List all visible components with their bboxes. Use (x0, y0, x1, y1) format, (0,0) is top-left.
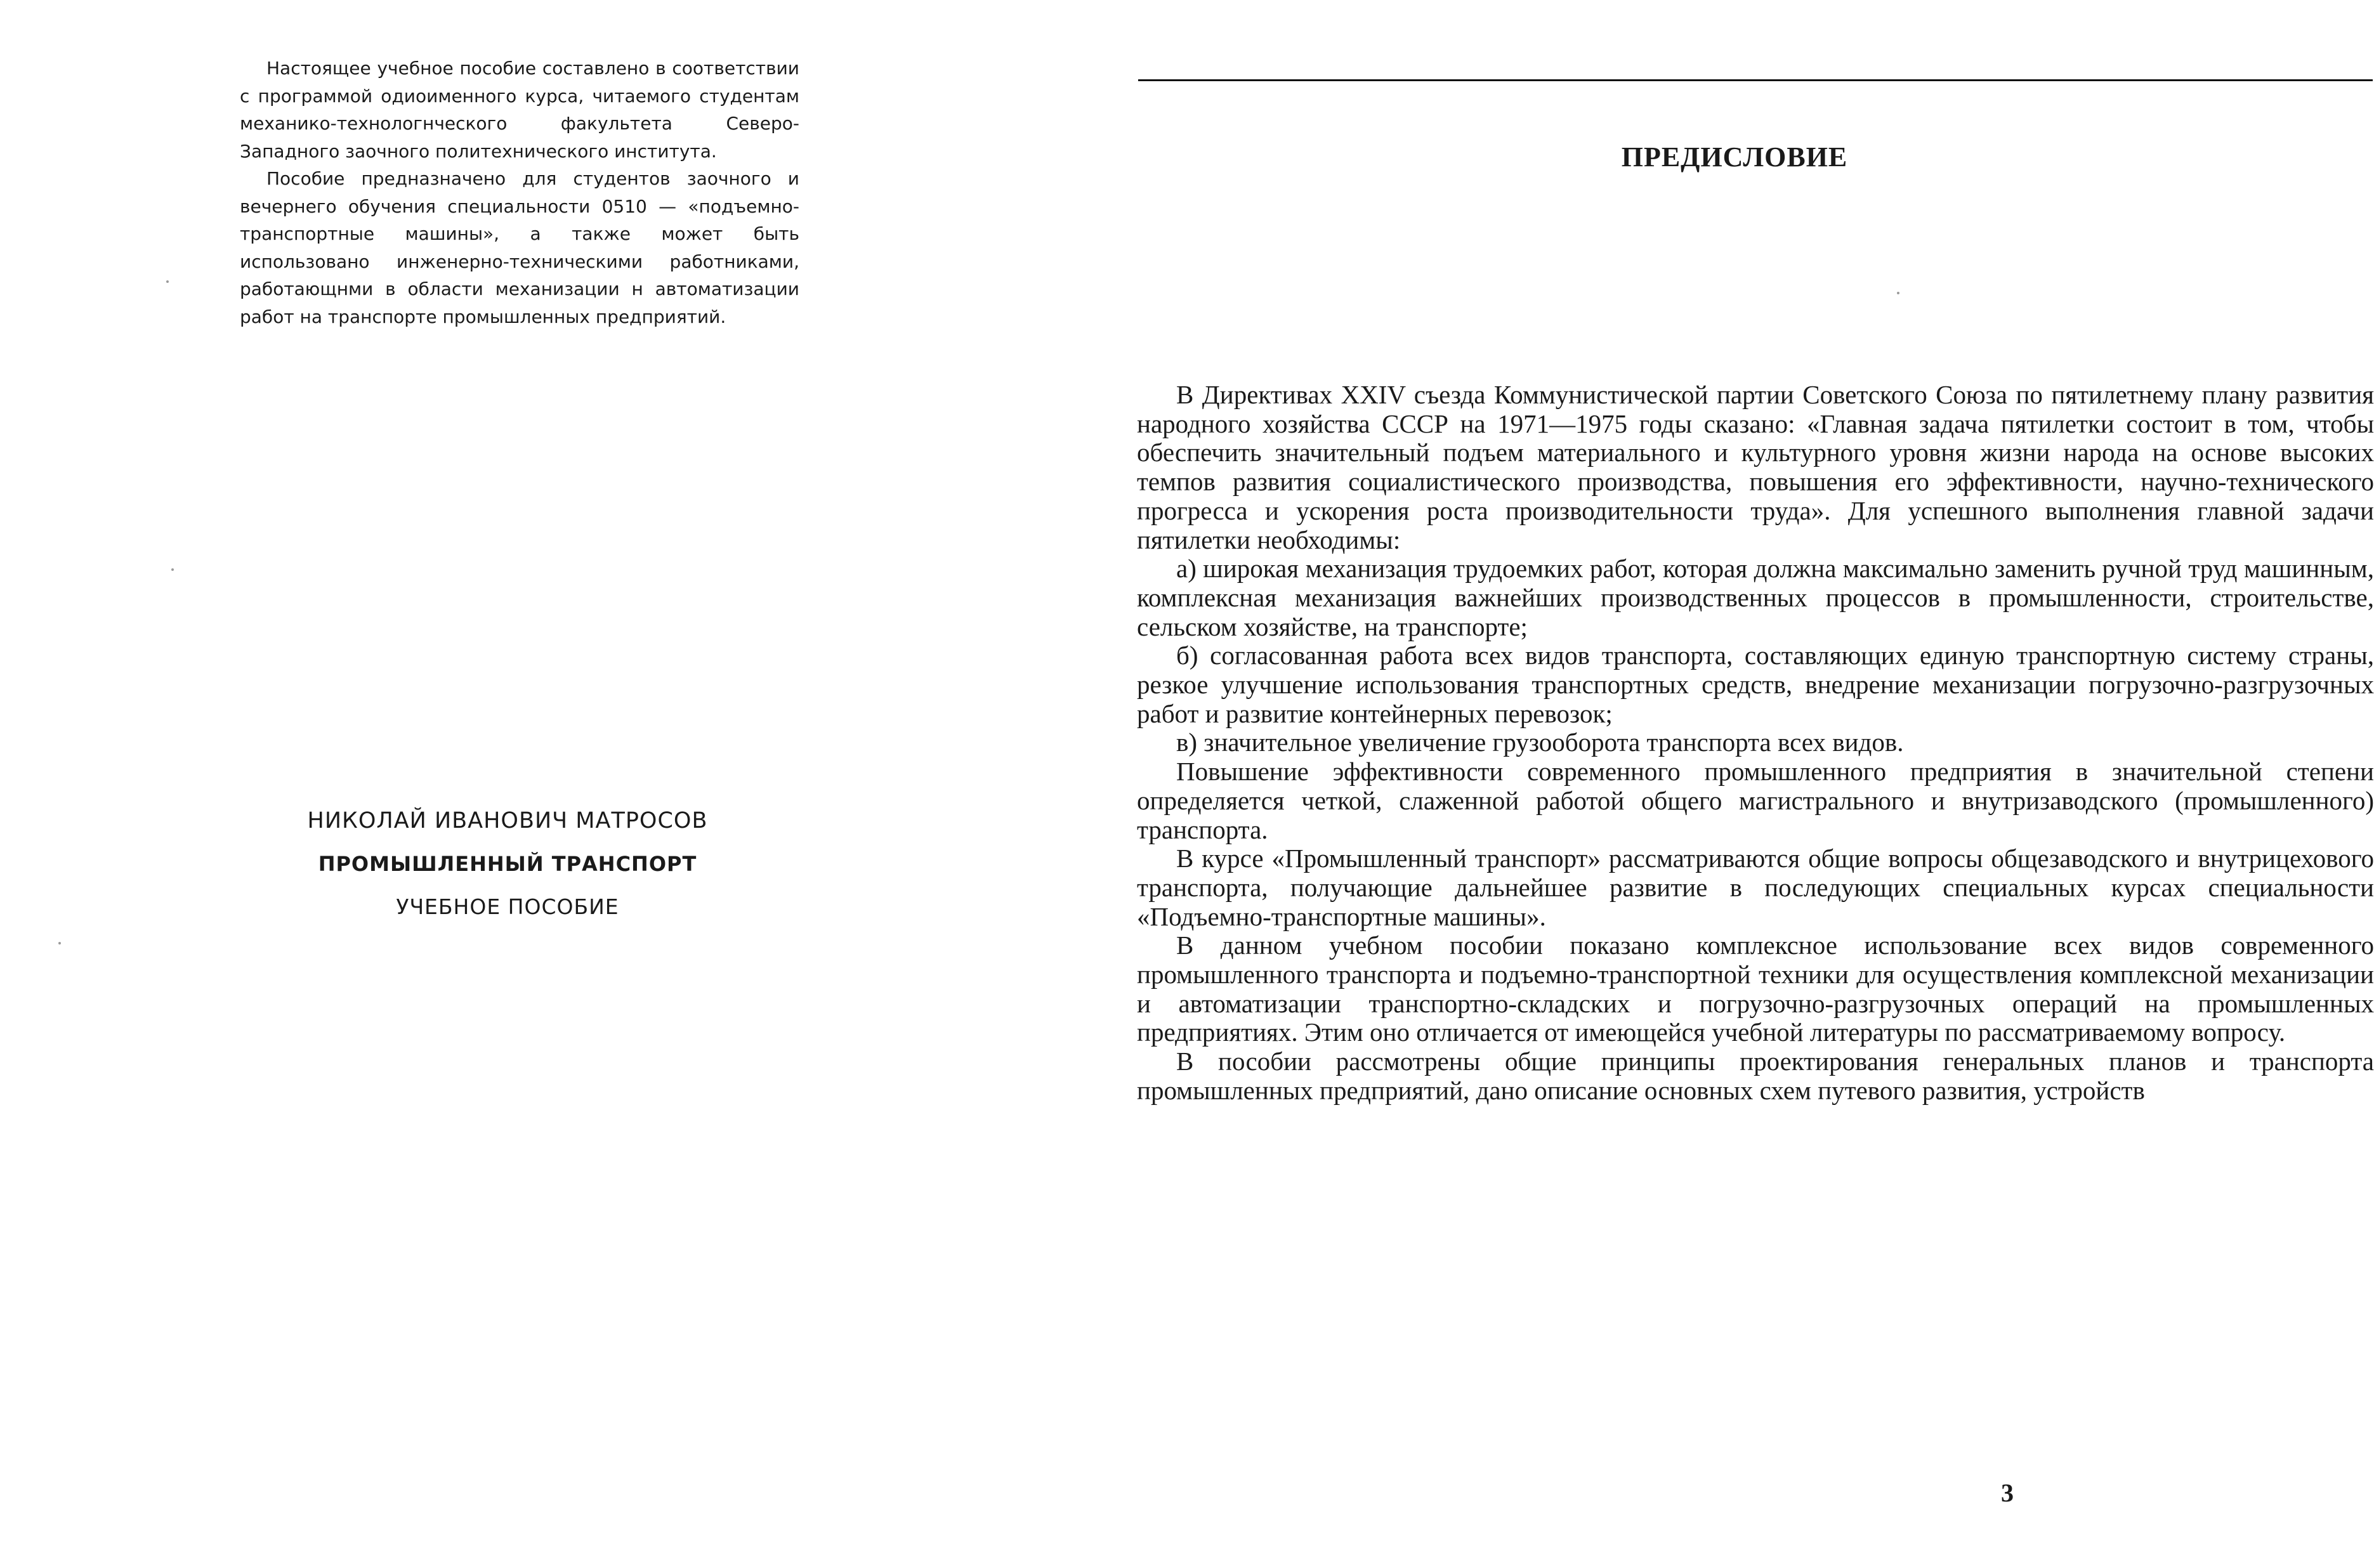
preface-paragraph-3: б) согласованная работа всех видов транспорта, составляющих единую транспортную систему страны, резкое улучшение использования транспортных средств, внедрение механизации погрузочно-разгрузочных работ и развитие контейнерных перевозок; (1137, 641, 2374, 728)
paper-speck (166, 280, 169, 283)
preface-paragraph-1: В Директивах XXIV съезда Коммунистической партии Советского Союза по пятилетнему плану развития народного хозяйства СССР на 1971—1975 годы сказано: «Главная задача пятилетки состоит в том, чтобы обеспечить значительный подъем материального и культурного уровня жизни народа на основе высоких темпов развития социалистического производства, повышения его эффективности, научно-технического прогресса и ускорения роста производительности труда». Для успешного выполнения главной задачи пятилетки необходимы: (1137, 380, 2374, 554)
preface-paragraph-5: Повышение эффективности современного промышленного предприятия в значительной степени определяется четкой, слаженной работой общего магистрального и внутризаводского (промышленного) транспорта. (1137, 757, 2374, 844)
preface-paragraph-6: В курсе «Промышленный транспорт» рассматриваются общие вопросы общезаводского и внутрицехового транспорта, получающие дальнейшее развитие в последующих специальных курсах специальности «Подъемно-транспортные машины». (1137, 844, 2374, 931)
left-page (0, 0, 1024, 1568)
imprint-paragraph-2: Пособие предназначено для студентов заочного и вечернего обучения специальности 0510 — «подъемно-транспортные машины», а также может быть использовано инженерно-техническими работниками, работающнми в области механизации н автоматизации работ на транспорте промышленных предприятий. (240, 168, 799, 327)
imprint-note (240, 55, 799, 330)
imprint-paragraph-1: Настоящее учебное пособие составлено в соответствии с программой одиоименного курса, читаемого студентам механико-технологнческого факультета Северо-Западного заочного политехнического института. (240, 58, 799, 162)
title-block (190, 804, 825, 924)
preface-paragraph-8: В пособии рассмотрены общие принципы проектирования генеральных планов и транспорта промышленных предприятий, дано описание основных схем путевого развития, устройств (1137, 1047, 2374, 1105)
book-title: ПРОМЫШЛЕННЫЙ ТРАНСПОРТ (318, 852, 697, 876)
author-name: НИКОЛАЙ ИВАНОВИЧ МАТРОСОВ (307, 808, 708, 833)
top-rule (1138, 79, 2373, 81)
paper-speck (1897, 292, 1899, 294)
preface-paragraph-4: в) значительное увеличение грузооборота транспорта всех видов. (1176, 728, 1904, 757)
preface-body (1137, 381, 2374, 1106)
page-number: 3 (2001, 1479, 2014, 1507)
paper-speck (58, 942, 61, 944)
section-heading: ПРЕДИСЛОВИЕ (1621, 141, 1848, 173)
preface-paragraph-2: а) широкая механизация трудоемких работ, которая должна максимально заменить ручной труд машинным, комплексная механизация важнейших производственных процессов в промышленности, строительстве, сельском хозяйстве, на транспорте; (1137, 554, 2374, 641)
right-page (1024, 0, 2374, 1568)
paper-speck (171, 568, 174, 571)
book-kind: УЧЕБНОЕ ПОСОБИЕ (396, 894, 619, 919)
preface-paragraph-7: В данном учебном пособии показано комплексное использование всех видов современного промышленного транспорта и подъемно-транспортной техники для осуществления комплексной механизации и автоматизации транспортно-складских и погрузочно-разгрузочных операций на промышленных предприятиях. Этим оно отличается от имеющейся учебной литературы по рассматриваемому вопросу. (1137, 931, 2374, 1047)
